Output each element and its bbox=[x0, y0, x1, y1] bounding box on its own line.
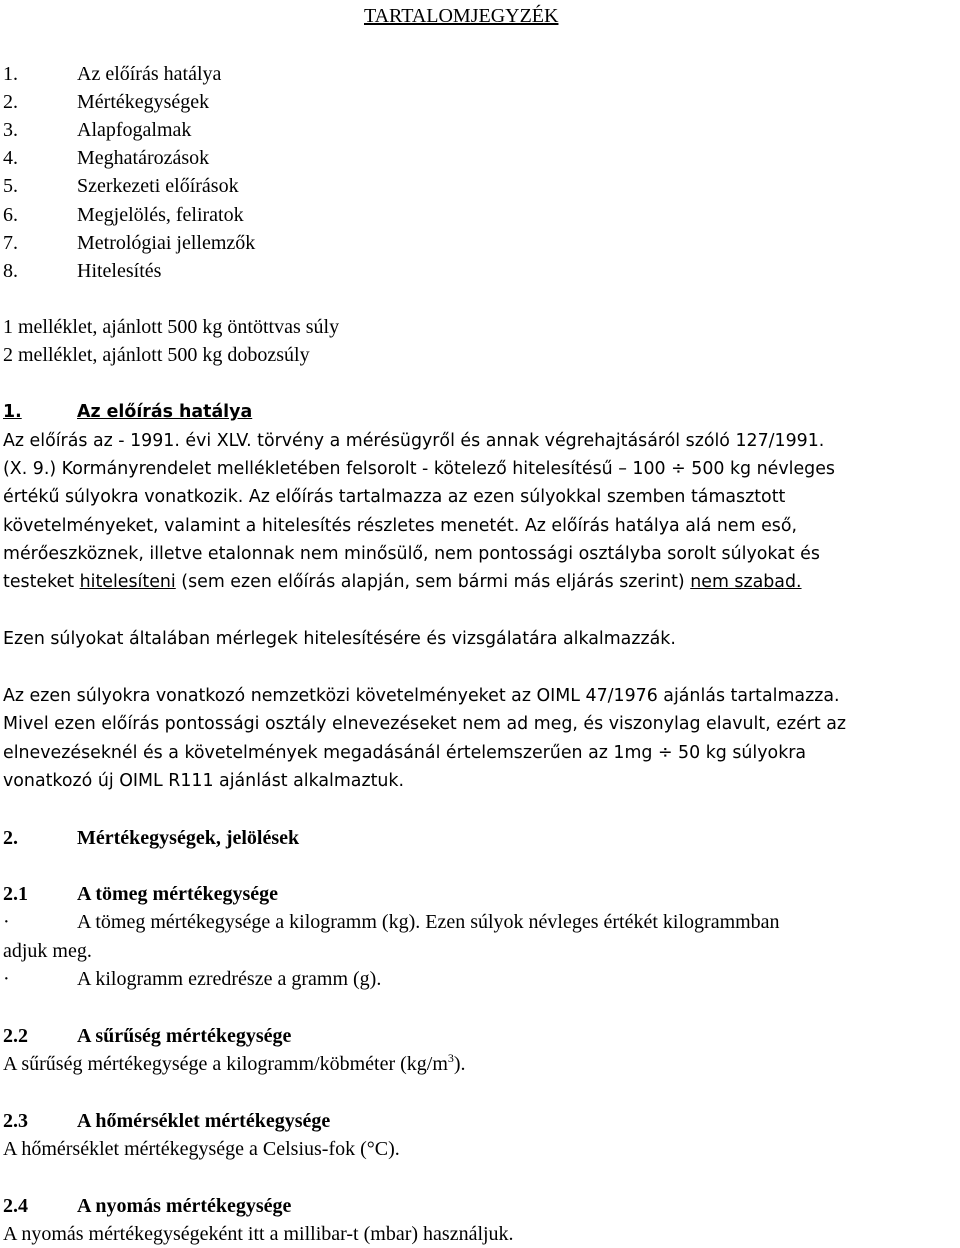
toc-number: 2. bbox=[3, 91, 18, 113]
superscript: 3 bbox=[447, 1051, 454, 1065]
toc-label: Az előírás hatálya bbox=[77, 63, 222, 85]
toc-label: Megjelölés, feliratok bbox=[77, 204, 244, 226]
annex-item: 2 melléklet, ajánlott 500 kg dobozsúly bbox=[3, 344, 310, 366]
toc-item bbox=[3, 231, 255, 255]
subsection-heading bbox=[3, 1194, 291, 1218]
toc-number: 4. bbox=[3, 147, 18, 169]
toc-item bbox=[3, 203, 244, 227]
paragraph-line: követelményeket, valamint a hitelesítés részletes menetét. Az előírás hatálya alá nem eső, bbox=[3, 516, 798, 536]
section-number: 2.3 bbox=[3, 1110, 28, 1132]
toc-item bbox=[3, 118, 191, 142]
toc-item bbox=[3, 90, 209, 114]
paragraph-line: Az előírás az - 1991. évi XLV. törvény a mérésügyről és annak végrehajtásáról szóló 127/1991. bbox=[3, 431, 825, 451]
section-number: 2.1 bbox=[3, 883, 28, 905]
subsection-heading bbox=[3, 882, 278, 906]
paragraph-line: vonatkozó új OIML R111 ajánlást alkalmaztuk. bbox=[3, 771, 405, 791]
section-title: A sűrűség mértékegysége bbox=[77, 1025, 292, 1047]
section-heading bbox=[3, 400, 252, 424]
toc-number: 1. bbox=[3, 63, 18, 85]
bullet-text: A tömeg mértékegysége a kilogramm (kg). Ezen súlyok névleges értékét kilogrammban bbox=[77, 911, 780, 933]
toc-number: 7. bbox=[3, 232, 18, 254]
toc-item bbox=[3, 146, 209, 170]
underlined-text: hitelesíteni bbox=[79, 572, 176, 592]
toc-item bbox=[3, 62, 221, 86]
section-number: 2.4 bbox=[3, 1195, 28, 1217]
section-title: A hőmérséklet mértékegysége bbox=[77, 1110, 331, 1132]
toc-label: Hitelesítés bbox=[77, 260, 162, 282]
section-heading bbox=[3, 826, 299, 850]
bullet-icon: · bbox=[3, 911, 10, 933]
toc-label: Metrológiai jellemzők bbox=[77, 232, 256, 254]
section-number: 2. bbox=[3, 827, 18, 849]
bullet-icon: · bbox=[3, 968, 10, 990]
paragraph-line bbox=[3, 570, 802, 594]
paragraph-line: mérőeszköznek, illetve etalonnak nem minősülő, nem pontossági osztályba sorolt súlyokat és bbox=[3, 544, 820, 564]
page-title: TARTALOMJEGYZÉK bbox=[364, 5, 559, 27]
paragraph-line: Az ezen súlyokra vonatkozó nemzetközi követelményeket az OIML 47/1976 ajánlás tartalmazza. bbox=[3, 686, 840, 706]
section-title: A tömeg mértékegysége bbox=[77, 883, 279, 905]
text-run: A sűrűség mértékegysége a kilogramm/köbméter (kg/m bbox=[3, 1053, 448, 1075]
toc-label: Szerkezeti előírások bbox=[77, 175, 239, 197]
bullet-item bbox=[3, 967, 381, 991]
toc-number: 8. bbox=[3, 260, 18, 282]
underlined-text: nem szabad. bbox=[690, 572, 802, 592]
paragraph-line: értékű súlyokra vonatkozik. Az előírás tartalmazza az ezen súlyokkal szemben támasztott bbox=[3, 487, 786, 507]
paragraph-line: (X. 9.) Kormányrendelet mellékletében felsorolt - kötelező hitelesítésű – 100 ÷ 500 kg névleges bbox=[3, 459, 835, 479]
paragraph-line bbox=[3, 1052, 466, 1076]
toc-item bbox=[3, 259, 161, 283]
toc-number: 6. bbox=[3, 204, 18, 226]
subsection-heading bbox=[3, 1109, 330, 1133]
bullet-item bbox=[3, 910, 780, 934]
text-run: (sem ezen előírás alapján, sem bármi más eljárás szerint) bbox=[175, 572, 691, 592]
toc-item bbox=[3, 174, 239, 198]
paragraph-line: A hőmérséklet mértékegysége a Celsius-fok (°C). bbox=[3, 1138, 400, 1160]
section-title: Mértékegységek, jelölések bbox=[77, 827, 300, 849]
paragraph-line: A nyomás mértékegységeként itt a millibar-t (mbar) használjuk. bbox=[3, 1223, 514, 1245]
section-title: Az előírás hatálya bbox=[77, 402, 253, 422]
paragraph-line: Mivel ezen előírás pontossági osztály elnevezéseket nem ad meg, és viszonylag elavult, ezért az bbox=[3, 714, 847, 734]
bullet-item-continuation: adjuk meg. bbox=[3, 940, 92, 962]
text-run: testeket bbox=[3, 572, 80, 592]
text-run: ). bbox=[453, 1053, 466, 1075]
section-title: A nyomás mértékegysége bbox=[77, 1195, 292, 1217]
subsection-heading bbox=[3, 1024, 291, 1048]
toc-label: Meghatározások bbox=[77, 147, 210, 169]
toc-label: Alapfogalmak bbox=[77, 119, 192, 141]
paragraph-line: Ezen súlyokat általában mérlegek hitelesítésére és vizsgálatára alkalmazzák. bbox=[3, 629, 676, 649]
toc-number: 3. bbox=[3, 119, 18, 141]
bullet-text: A kilogramm ezredrésze a gramm (g). bbox=[77, 968, 382, 990]
toc-label: Mértékegységek bbox=[77, 91, 210, 113]
paragraph-line: elnevezéseknél és a követelmények megadásánál értelemszerűen az 1mg ÷ 50 kg súlyokra bbox=[3, 743, 807, 763]
toc-number: 5. bbox=[3, 175, 18, 197]
section-number: 1. bbox=[3, 402, 22, 422]
section-number: 2.2 bbox=[3, 1025, 28, 1047]
annex-item: 1 melléklet, ajánlott 500 kg öntöttvas súly bbox=[3, 316, 340, 338]
